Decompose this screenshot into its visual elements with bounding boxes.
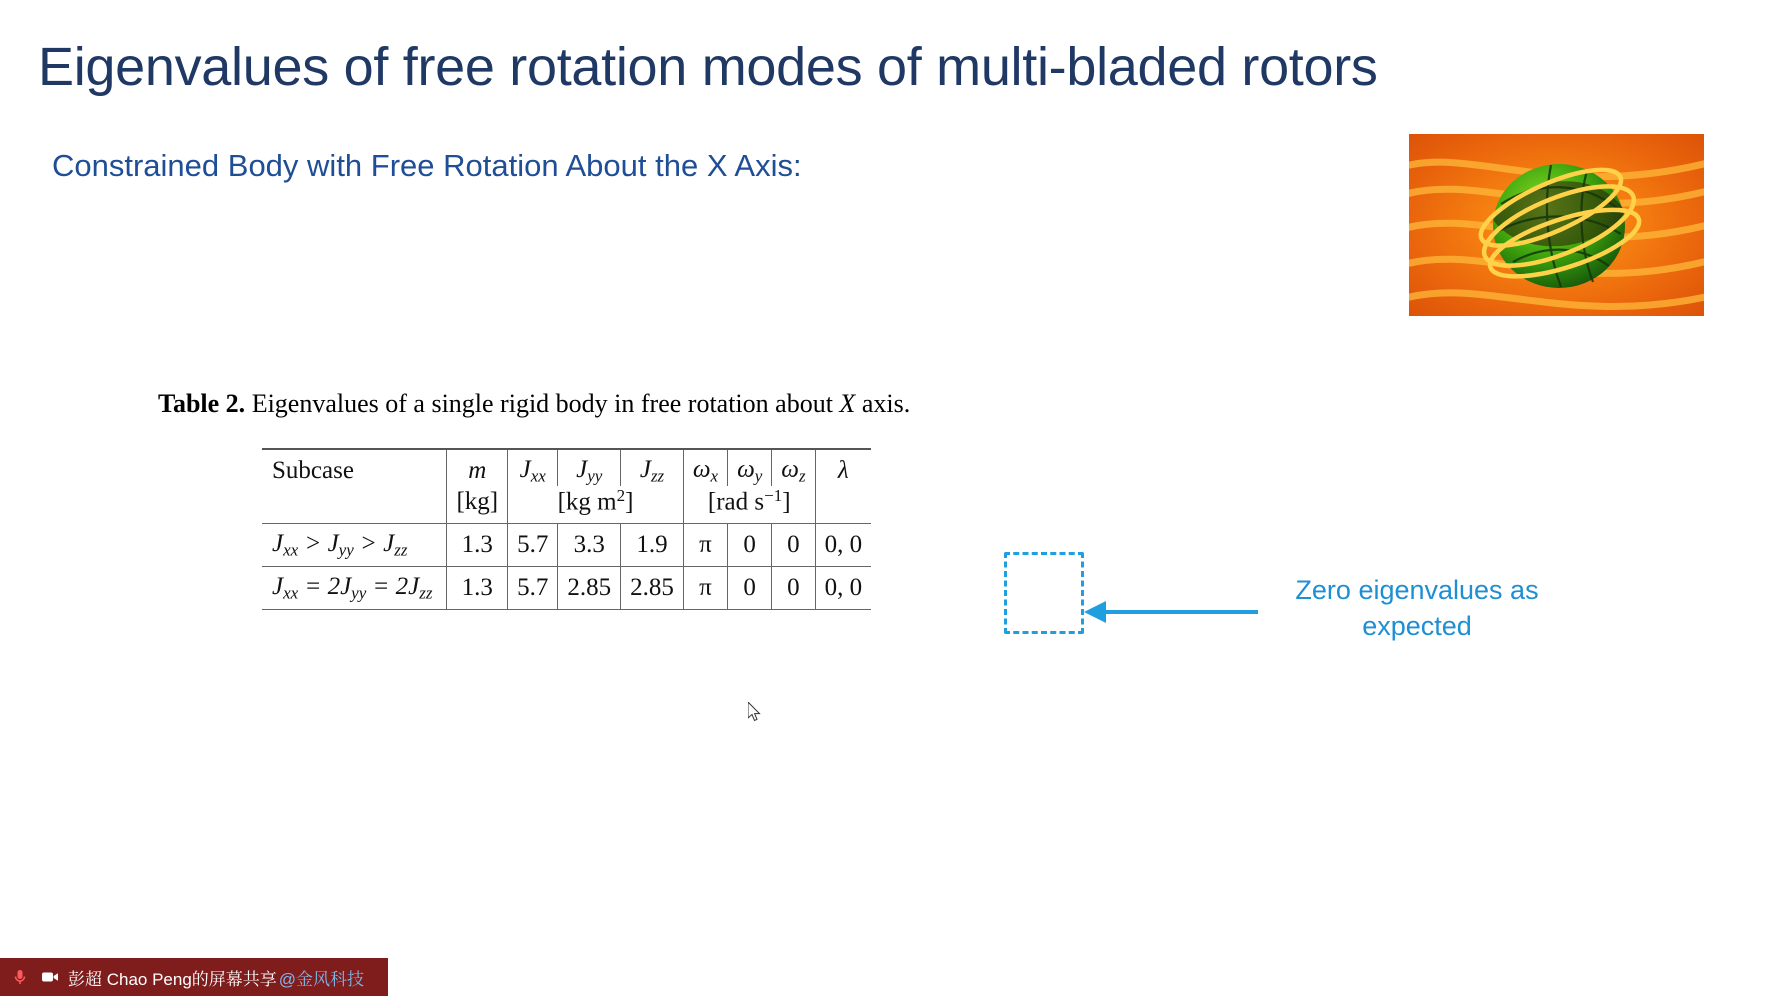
row1-jzz: 2.85 bbox=[621, 567, 684, 610]
camera-icon[interactable] bbox=[38, 965, 62, 989]
page-title: Eigenvalues of free rotation modes of multi-bladed rotors bbox=[38, 37, 1378, 97]
annotation-text bbox=[1252, 572, 1582, 645]
eigenvalues-table bbox=[262, 448, 871, 610]
table-caption-tail: axis. bbox=[861, 389, 911, 418]
row0-omega-y: 0 bbox=[728, 523, 772, 566]
units-inertia: [kg $m^2$] bbox=[508, 486, 684, 523]
row1-omega-y: 0 bbox=[728, 567, 772, 610]
table-caption bbox=[158, 389, 910, 419]
units-lambda-blank bbox=[815, 486, 871, 523]
annotation-arrow-icon bbox=[1080, 592, 1260, 632]
header-mass: m bbox=[447, 449, 508, 486]
row1-jxx: 5.7 bbox=[508, 567, 558, 610]
header-lambda: λ bbox=[815, 449, 871, 486]
row0-subcase: $J_{xx} > J_{yy} > J_{zz}$ bbox=[262, 523, 447, 566]
rotor-mode-shape-image bbox=[1409, 134, 1704, 316]
table-caption-text: Eigenvalues of a single rigid body in free rotation about bbox=[251, 389, 833, 418]
units-rate: [rad $s^{-1}$] bbox=[683, 486, 815, 523]
share-status-text: 彭超 Chao Peng的屏幕共享 bbox=[68, 969, 277, 989]
row0-lambda: 0, 0 bbox=[815, 523, 871, 566]
header-subcase: Subcase bbox=[262, 449, 447, 486]
lambda-highlight-box bbox=[1004, 552, 1084, 634]
row0-mass: 1.3 bbox=[447, 523, 508, 566]
row0-omega-x: π bbox=[683, 523, 727, 566]
mouse-cursor-icon bbox=[748, 702, 762, 722]
table-row bbox=[262, 523, 871, 566]
microphone-icon[interactable] bbox=[8, 965, 32, 989]
header-omega-z: $\omega_z$ bbox=[772, 449, 815, 486]
row0-jxx: 5.7 bbox=[508, 523, 558, 566]
units-subcase-blank bbox=[262, 486, 447, 523]
slide-subtitle: Constrained Body with Free Rotation About the X Axis: bbox=[52, 148, 802, 183]
row1-mass: 1.3 bbox=[447, 567, 508, 610]
table-header-row bbox=[262, 449, 871, 486]
table-row bbox=[262, 567, 871, 610]
row0-omega-z: 0 bbox=[772, 523, 815, 566]
row1-lambda: 0, 0 bbox=[815, 567, 871, 610]
row0-jyy: 3.3 bbox=[558, 523, 621, 566]
table-units-row bbox=[262, 486, 871, 523]
share-watermark: @金风科技 bbox=[278, 969, 365, 989]
row1-jyy: 2.85 bbox=[558, 567, 621, 610]
units-mass: [kg] bbox=[447, 486, 508, 523]
row1-subcase: $J_{xx} = 2J_{yy} = 2J_{zz}$ bbox=[262, 567, 447, 610]
row0-jzz: 1.9 bbox=[621, 523, 684, 566]
header-omega-y: $\omega_y$ bbox=[728, 449, 772, 486]
annotation-line-2: expected bbox=[1362, 611, 1472, 642]
row1-omega-x: π bbox=[683, 567, 727, 610]
rotor-mode-shape-thumbnail bbox=[1409, 134, 1704, 316]
table-caption-symbol: X bbox=[839, 389, 856, 418]
screen-share-bar[interactable] bbox=[0, 958, 388, 996]
header-jzz: $J_{zz}$ bbox=[621, 449, 684, 486]
row1-omega-z: 0 bbox=[772, 567, 815, 610]
annotation-line-1: Zero eigenvalues as bbox=[1295, 575, 1539, 605]
table-caption-label: Table 2. bbox=[158, 389, 246, 418]
header-omega-x: $\omega_x$ bbox=[683, 449, 727, 486]
header-jxx: $J_{xx}$ bbox=[508, 449, 558, 486]
header-jyy: $J_{yy}$ bbox=[558, 449, 621, 486]
